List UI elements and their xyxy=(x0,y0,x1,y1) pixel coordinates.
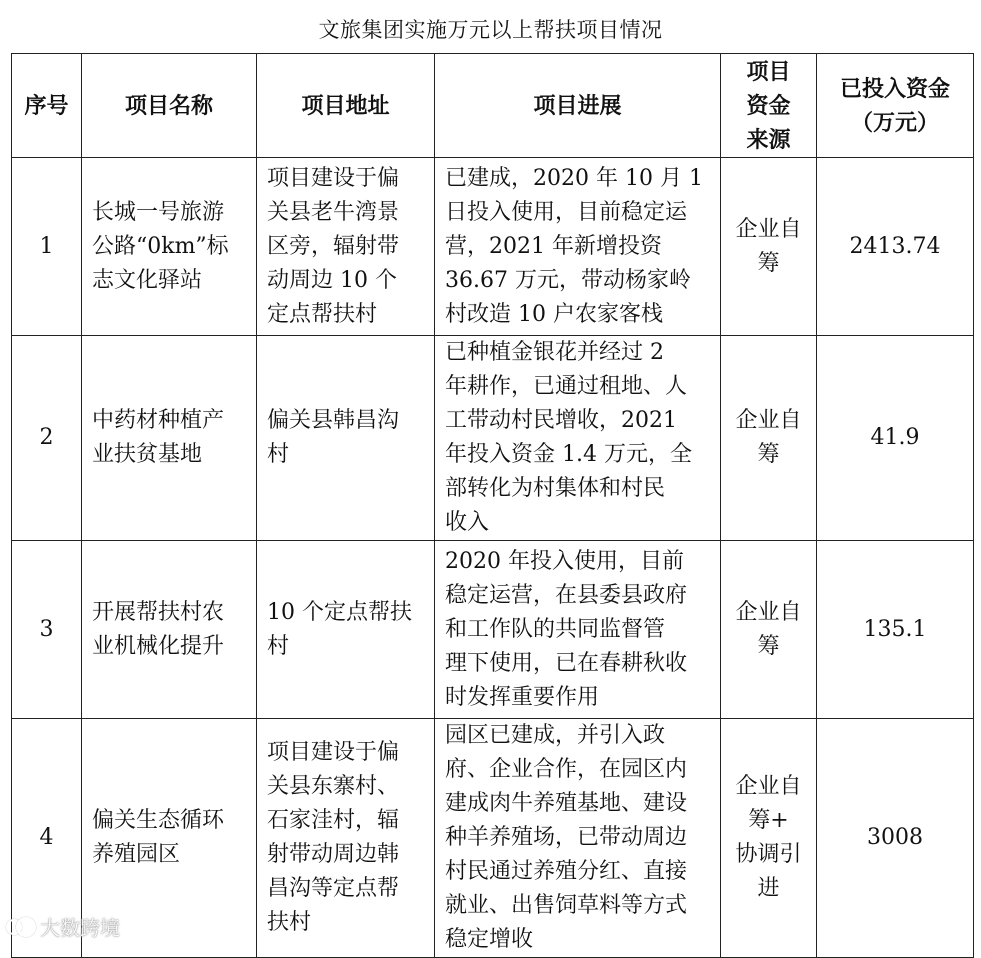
watermark-logo-icon xyxy=(6,915,36,939)
cell-progress: 已种植金银花并经过 2 年耕作，已通过租地、人 工带动村民增收，2021 年投入资金 1.4 万元，全 部转化为村集体和村民 收入 xyxy=(435,336,721,541)
header-progress: 项目进展 xyxy=(435,54,721,158)
cell-source: 企业自 筹+ 协调引 进 xyxy=(721,719,817,958)
cell-source: 企业自 筹 xyxy=(721,158,817,336)
cell-amount: 41.9 xyxy=(817,336,974,541)
cell-amount: 2413.74 xyxy=(817,158,974,336)
table-title: 文旅集团实施万元以上帮扶项目情况 xyxy=(318,18,663,42)
cell-source: 企业自 筹 xyxy=(721,336,817,541)
table-row xyxy=(12,158,974,336)
cell-address: 项目建设于偏 关县老牛湾景 区旁，辐射带 动周边 10 个 定点帮扶村 xyxy=(257,158,435,336)
header-source: 项目 资金 来源 xyxy=(721,54,817,158)
cell-amount: 3008 xyxy=(817,719,974,958)
projects-table xyxy=(11,53,974,958)
cell-no: 4 xyxy=(12,719,82,958)
header-no: 序号 xyxy=(12,54,82,158)
cell-address: 10 个定点帮扶 村 xyxy=(257,541,435,719)
cell-progress: 2020 年投入使用，目前 稳定运营，在县委县政府 和工作队的共同监督管 理下使用，已在春耕秋收 时发挥重要作用 xyxy=(435,541,721,719)
cell-name: 长城一号旅游 公路“0km”标 志文化驿站 xyxy=(82,158,257,336)
table-row xyxy=(12,719,974,958)
cell-no: 1 xyxy=(12,158,82,336)
cell-name: 中药材种植产 业扶贫基地 xyxy=(82,336,257,541)
cell-progress: 园区已建成，并引入政 府、企业合作，在园区内 建成肉牛养殖基地、建设 种羊养殖场，已带动周边 村民通过养殖分红、直接 就业、出售饲草料等方式 稳定增收 xyxy=(435,719,721,958)
cell-name: 开展帮扶村农 业机械化提升 xyxy=(82,541,257,719)
cell-address: 偏关县韩昌沟 村 xyxy=(257,336,435,541)
table-row xyxy=(12,336,974,541)
cell-no: 2 xyxy=(12,336,82,541)
header-amount: 已投入资金 （万元） xyxy=(817,54,974,158)
watermark-text: 大数跨境 xyxy=(40,916,120,940)
cell-address: 项目建设于偏 关县东寨村、 石家洼村，辐 射带动周边韩 昌沟等定点帮 扶村 xyxy=(257,719,435,958)
cell-name: 偏关生态循环 养殖园区 xyxy=(82,719,257,958)
header-address: 项目地址 xyxy=(257,54,435,158)
cell-source: 企业自 筹 xyxy=(721,541,817,719)
cell-amount: 135.1 xyxy=(817,541,974,719)
watermark xyxy=(6,912,120,941)
header-name: 项目名称 xyxy=(82,54,257,158)
cell-no: 3 xyxy=(12,541,82,719)
table-row xyxy=(12,541,974,719)
cell-progress: 已建成，2020 年 10 月 1 日投入使用，目前稳定运 营，2021 年新增投资 36.67 万元，带动杨家岭 村改造 10 户农家客栈 xyxy=(435,158,721,336)
table-header-row xyxy=(12,54,974,158)
